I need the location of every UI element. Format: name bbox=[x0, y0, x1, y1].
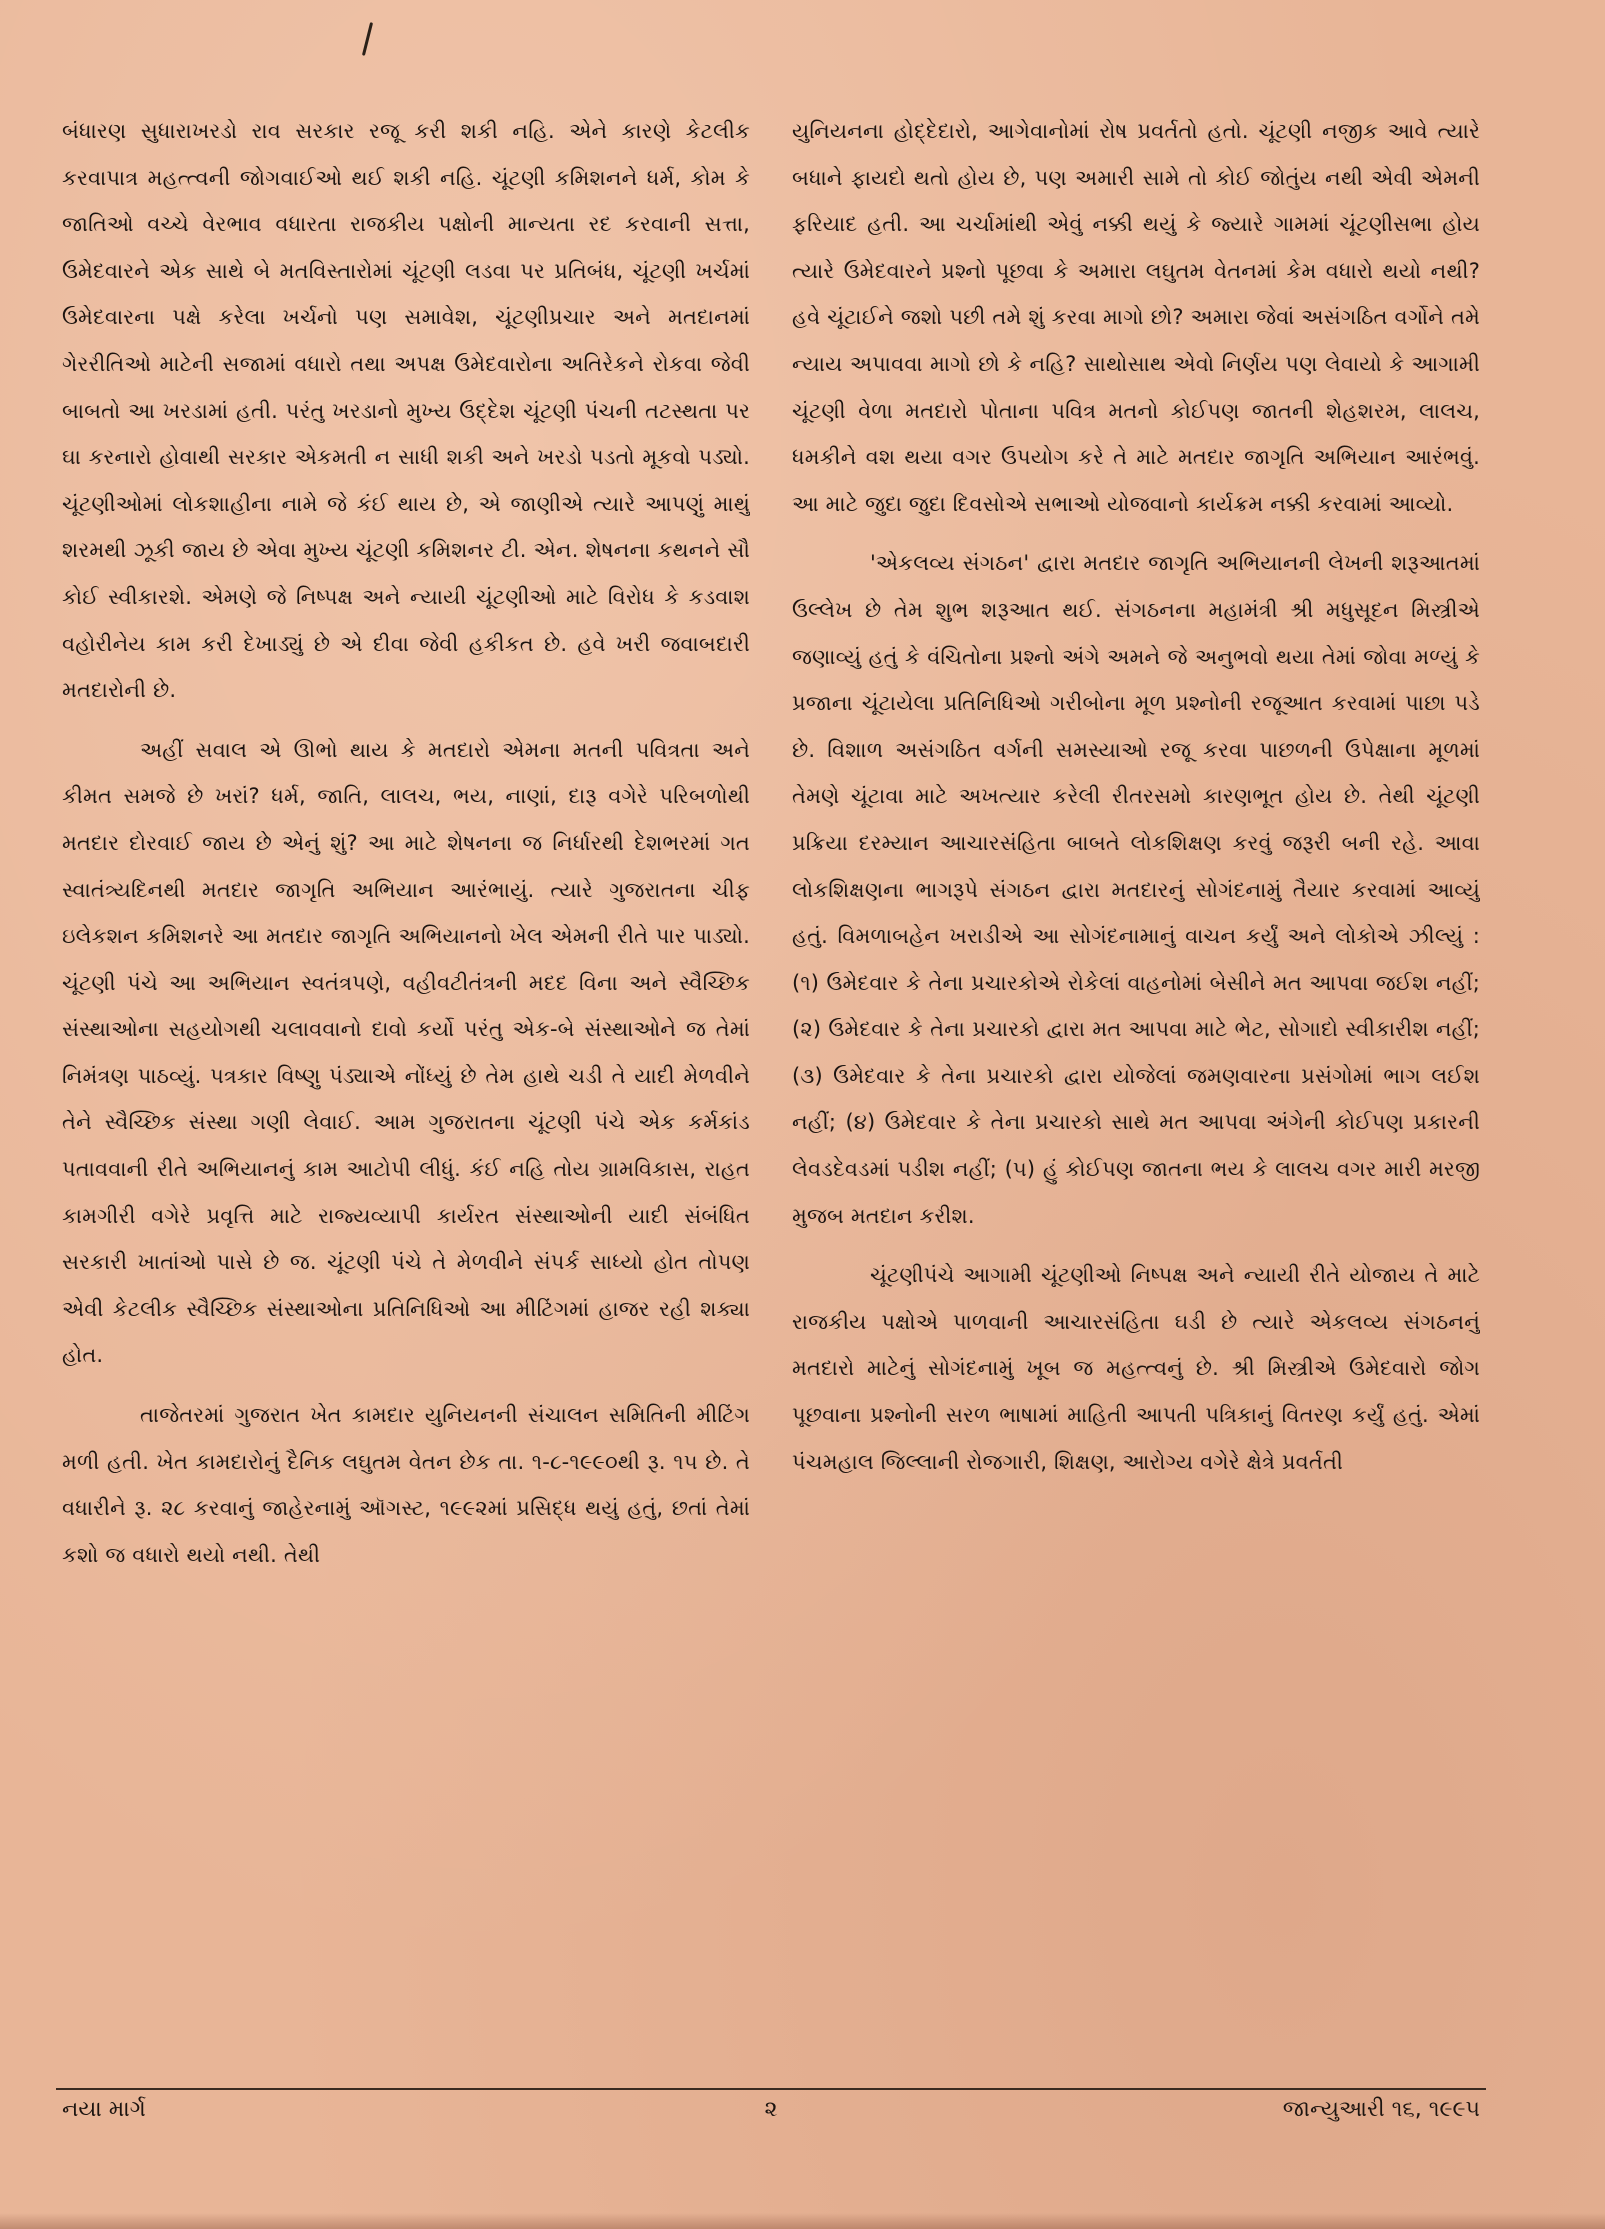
page-edge-shadow bbox=[0, 2213, 1605, 2229]
paragraph: બંધારણ સુધારાખરડો રાવ સરકાર રજૂ કરી શકી નહિ. એને કારણે કેટલીક કરવાપાત્ર મહત્ત્વની જોગવાઈઓ થઈ શકી નહિ. ચૂંટણી કમિશનને ધર્મ, કોમ કે જાતિઓ વચ્ચે વેરભાવ વધારતા રાજકીય પક્ષોની માન્યતા રદ કરવાની સત્તા, ઉમેદવારને એક સાથે બે મતવિસ્તારોમાં ચૂંટણી લડવા પર પ્રતિબંધ, ચૂંટણી ખર્ચમાં ઉમેદવારના પક્ષે કરેલા ખર્ચનો પણ સમાવેશ, ચૂંટણીપ્રચાર અને મતદાનમાં ગેરરીતિઓ માટેની સજામાં વધારો તથા અપક્ષ ઉમેદવારોના અતિરેકને રોકવા જેવી બાબતો આ ખરડામાં હતી. પરંતુ ખરડાનો મુખ્ય ઉદ્દેશ ચૂંટણી પંચની તટસ્થતા પર ઘા કરનારો હોવાથી સરકાર એકમતી ન સાધી શકી અને ખરડો પડતો મૂકવો પડ્યો. ચૂંટણીઓમાં લોકશાહીના નામે જે કંઈ થાય છે, એ જાણીએ ત્યારે આપણું માથું શરમથી ઝૂકી જાય છે એવા મુખ્ય ચૂંટણી કમિશનર ટી. એન. શેષનના કથનને સૌ કોઈ સ્વીકારશે. એમણે જે નિષ્પક્ષ અને ન્યાયી ચૂંટણીઓ માટે વિરોધ કે કડવાશ વહોરીનેય કામ કરી દેખાડ્યું છે એ દીવા જેવી હકીકત છે. હવે ખરી જવાબદારી મતદારોની છે. bbox=[62, 119, 750, 703]
footer-divider bbox=[56, 2088, 1486, 2090]
paragraph: યુનિયનના હોદ્દેદારો, આગેવાનોમાં રોષ પ્રવર્તતો હતો. ચૂંટણી નજીક આવે ત્યારે બધાને ફાયદો થતો હોય છે, પણ અમારી સામે તો કોઈ જોતુંય નથી એવી એમની ફરિયાદ હતી. આ ચર્ચામાંથી એવું નક્કી થયું કે જ્યારે ગામમાં ચૂંટણીસભા હોય ત્યારે ઉમેદવારને પ્રશ્નો પૂછવા કે અમારા લઘુતમ વેતનમાં કેમ વધારો થયો નથી? હવે ચૂંટાઈને જશો પછી તમે શું કરવા માગો છો? અમારા જેવાં અસંગઠિત વર્ગોને તમે ન્યાય અપાવવા માગો છો કે નહિ? સાથોસાથ એવો નિર્ણય પણ લેવાયો કે આગામી ચૂંટણી વેળા મતદારો પોતાના પવિત્ર મતનો કોઈપણ જાતની શેહશરમ, લાલચ, ધમકીને વશ થયા વગર ઉપયોગ કરે તે માટે મતદાર જાગૃતિ અભિયાન આરંભવું. આ માટે જુદા જુદા દિવસોએ સભાઓ યોજવાનો કાર્યક્રમ નક્કી કરવામાં આવ્યો. bbox=[792, 119, 1480, 516]
paragraph: અહીં સવાલ એ ઊભો થાય કે મતદારો એમના મતની પવિત્રતા અને કીમત સમજે છે ખરાં? ધર્મ, જાતિ, લાલચ, ભય, નાણાં, દારૂ વગેરે પરિબળોથી મતદાર દોરવાઈ જાય છે એનું શું? આ માટે શેષનના જ નિર્ધારથી દેશભરમાં ગત સ્વાતંત્ર્યદિનથી મતદાર જાગૃતિ અભિયાન આરંભાયું. ત્યારે ગુજરાતના ચીફ ઇલેકશન કમિશનરે આ મતદાર જાગૃતિ અભિયાનનો ખેલ એમની રીતે પાર પાડ્યો. ચૂંટણી પંચે આ અભિયાન સ્વતંત્રપણે, વહીવટીતંત્રની મદદ વિના અને સ્વૈચ્છિક સંસ્થાઓના સહયોગથી ચલાવવાનો દાવો કર્યો પરંતુ એક-બે સંસ્થાઓને જ તેમાં નિમંત્રણ પાઠવ્યું. પત્રકાર વિષ્ણુ પંડ્યાએ નોંધ્યું છે તેમ હાથે ચડી તે યાદી મેળવીને તેને સ્વૈચ્છિક સંસ્થા ગણી લેવાઈ. આમ ગુજરાતના ચૂંટણી પંચે એક કર્મકાંડ પતાવવાની રીતે અભિયાનનું કામ આટોપી લીધું. કંઈ નહિ તોય ગ્રામવિકાસ, રાહત કામગીરી વગેરે પ્રવૃત્તિ માટે રાજ્યવ્યાપી કાર્યરત સંસ્થાઓની યાદી સંબંધિત સરકારી ખાતાંઓ પાસે છે જ. ચૂંટણી પંચે તે મેળવીને સંપર્ક સાધ્યો હોત તોપણ એવી કેટલીક સ્વૈચ્છિક સંસ્થાઓના પ્રતિનિધિઓ આ મીટિંગમાં હાજર રહી શક્યા હોત. bbox=[62, 737, 750, 1368]
pen-mark bbox=[362, 22, 373, 56]
page-footer bbox=[62, 2097, 1480, 2137]
left-column bbox=[62, 108, 750, 2058]
page-number: ૨ bbox=[764, 2097, 778, 2122]
issue-date: જાન્યુઆરી ૧૬, ૧૯૯૫ bbox=[1282, 2097, 1480, 2122]
right-column bbox=[792, 108, 1480, 2058]
publication-name: નયા માર્ગ bbox=[62, 2097, 146, 2122]
paragraph: તાજેતરમાં ગુજરાત ખેત કામદાર યુનિયનની સંચાલન સમિતિની મીટિંગ મળી હતી. ખેત કામદારોનું દૈનિક લઘુતમ વેતન છેક તા. ૧-૮-૧૯૯૦થી રૂ. ૧૫ છે. તે વધારીને રૂ. ૨૮ કરવાનું જાહેરનામું ઑગસ્ટ, ૧૯૯૨માં પ્રસિદ્ધ થયું હતું, છતાં તેમાં કશો જ વધારો થયો નથી. તેથી bbox=[62, 1403, 750, 1567]
paragraph: ચૂંટણીપંચે આગામી ચૂંટણીઓ નિષ્પક્ષ અને ન્યાયી રીતે યોજાય તે માટે રાજકીય પક્ષોએ પાળવાની આચારસંહિતા ઘડી છે ત્યારે એકલવ્ય સંગઠનનું મતદારો માટેનું સોગંદનામું ખૂબ જ મહત્ત્વનું છે. શ્રી મિસ્ત્રીએ ઉમેદવારો જોગ પૂછવાના પ્રશ્નોની સરળ ભાષામાં માહિતી આપતી પત્રિકાનું વિતરણ કર્યું હતું. એમાં પંચમહાલ જિલ્લાની રોજગારી, શિક્ષણ, આરોગ્ય વગેરે ક્ષેત્રે પ્રવર્તતી bbox=[792, 1263, 1480, 1474]
paragraph: 'એકલવ્ય સંગઠન' દ્વારા મતદાર જાગૃતિ અભિયાનની લેખની શરૂઆતમાં ઉલ્લેખ છે તેમ શુભ શરૂઆત થઈ. સંગઠનના મહામંત્રી શ્રી મધુસૂદન મિસ્ત્રીએ જણાવ્યું હતું કે વંચિતોના પ્રશ્નો અંગે અમને જે અનુભવો થયા તેમાં જોવા મળ્યું કે પ્રજાના ચૂંટાયેલા પ્રતિનિધિઓ ગરીબોના મૂળ પ્રશ્નોની રજૂઆત કરવામાં પાછા પડે છે. વિશાળ અસંગઠિત વર્ગની સમસ્યાઓ રજૂ કરવા પાછળની ઉપેક્ષાના મૂળમાં તેમણે ચૂંટાવા માટે અખત્યાર કરેલી રીતરસમો કારણભૂત હોય છે. તેથી ચૂંટણી પ્રક્રિયા દરમ્યાન આચારસંહિતા બાબતે લોકશિક્ષણ કરવું જરૂરી બની રહે. આવા લોકશિક્ષણના ભાગરૂપે સંગઠન દ્વારા મતદારનું સોગંદનામું તૈયાર કરવામાં આવ્યું હતું. વિમળાબહેન ખરાડીએ આ સોગંદનામાનું વાચન કર્યું અને લોકોએ ઝીલ્યું : (૧) ઉમેદવાર કે તેના પ્રચારકોએ રોકેલાં વાહનોમાં બેસીને મત આપવા જઈશ નહીં; (૨) ઉમેદવાર કે તેના પ્રચારકો દ્વારા મત આપવા માટે ભેટ, સોગાદો સ્વીકારીશ નહીં; (૩) ઉમેદવાર કે તેના પ્રચારકો દ્વારા યોજેલાં જમણવારના પ્રસંગોમાં ભાગ લઈશ નહીં; (૪) ઉમેદવાર કે તેના પ્રચારકો સાથે મત આપવા અંગેની કોઈપણ પ્રકારની લેવડદેવડમાં પડીશ નહીં; (૫) હું કોઈપણ જાતના ભય કે લાલચ વગર મારી મરજી મુજબ મતદાન કરીશ. bbox=[792, 551, 1480, 1228]
article-body bbox=[62, 108, 1480, 2058]
